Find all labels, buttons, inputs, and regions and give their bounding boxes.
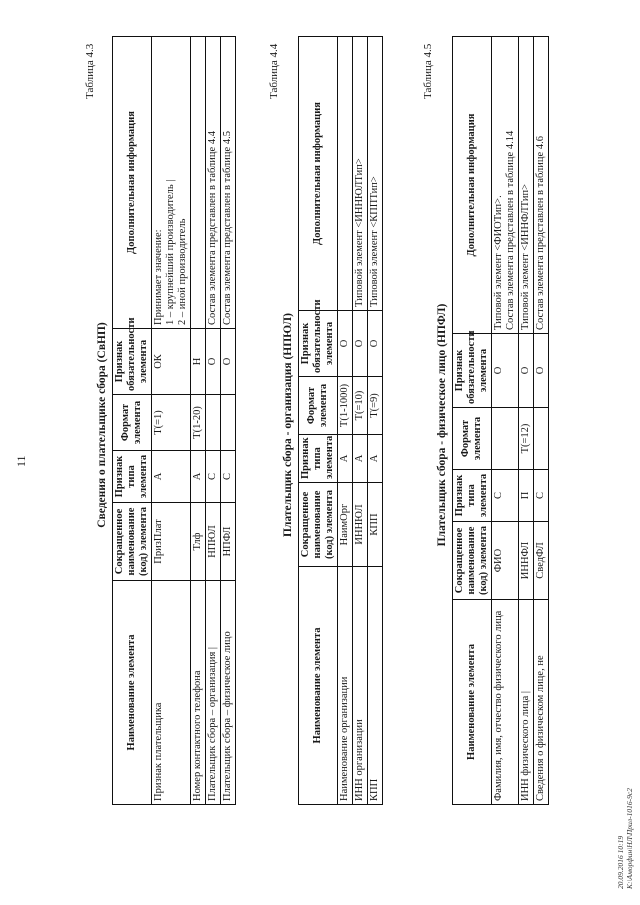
table-cell: Плательщик сбора – физическое лицо: [221, 581, 236, 805]
table-header-row: [113, 37, 152, 805]
table-cell: Т(=1): [152, 395, 191, 451]
table-row: [534, 37, 549, 805]
table-cell: СведФЛ: [534, 522, 549, 600]
table-cell: Н: [191, 329, 206, 395]
column-header: Сокращенное наименование (код) элемента: [453, 522, 492, 600]
table-cell: А: [191, 451, 206, 503]
table-4-5-caption: Таблица 4.5: [422, 43, 434, 99]
table-cell: ИННЮЛ: [353, 483, 368, 567]
table-cell: А: [152, 451, 191, 503]
column-header: Формат элемента: [113, 395, 152, 451]
table-cell: [221, 395, 236, 451]
table-cell: ФИО: [492, 522, 519, 600]
column-header: Признак обязательности элемента: [453, 334, 492, 408]
table-cell: Состав элемента представлен в таблице 4.6: [534, 37, 549, 334]
column-header: Признак обязательности элемента: [113, 329, 152, 395]
table-row: [338, 37, 353, 805]
column-header: Сокращенное наименование (код) элемента: [113, 503, 152, 581]
column-header: Признак типа элемента: [113, 451, 152, 503]
table-cell: Тлф: [191, 503, 206, 581]
column-header: Сокращенное наименование (код) элемента: [299, 483, 338, 567]
table-cell: ПризПлат: [152, 503, 191, 581]
column-header: Формат элемента: [299, 377, 338, 435]
table-cell: О: [519, 334, 534, 408]
table-cell: Признак плательщика: [152, 581, 191, 805]
column-header: Признак обязательности элемента: [299, 311, 338, 377]
table-4-3: [112, 36, 236, 805]
column-header: Наименование элемента: [299, 567, 338, 805]
table-cell: ИНН организации: [353, 567, 368, 805]
table-4-4-caption: Таблица 4.4: [268, 43, 280, 99]
table-row: [492, 37, 519, 805]
table-cell: Т(=9): [368, 377, 383, 435]
table-cell: О: [338, 311, 353, 377]
table-cell: КПП: [368, 567, 383, 805]
column-header: Наименование элемента: [113, 581, 152, 805]
table-cell: О: [492, 334, 519, 408]
table-cell: С: [492, 470, 519, 522]
table-cell: ИНН физического лица |: [519, 600, 534, 805]
table-cell: Номер контактного телефона: [191, 581, 206, 805]
table-cell: О: [221, 329, 236, 395]
table-cell: А: [353, 435, 368, 483]
table-4-3-caption: Таблица 4.3: [84, 43, 96, 99]
file-footer: [616, 788, 634, 889]
table-cell: [191, 37, 206, 329]
table-header-row: [453, 37, 492, 805]
table-row: [519, 37, 534, 805]
table-cell: С: [534, 470, 549, 522]
table-4-3-title: Сведения о плательщике сбора (СвНП): [96, 322, 108, 528]
column-header: Формат элемента: [453, 408, 492, 470]
table-cell: [206, 395, 221, 451]
table-cell: Состав элемента представлен в таблице 4.5: [221, 37, 236, 329]
table-cell: Т(1-20): [191, 395, 206, 451]
table-header-row: [299, 37, 338, 805]
table-cell: П: [519, 470, 534, 522]
table-row: [353, 37, 368, 805]
table-cell: Т(1-1000): [338, 377, 353, 435]
footer-date: 20.09.2016 10:19: [616, 835, 625, 889]
table-cell: Наименование организации: [338, 567, 353, 805]
table-4-5: [452, 36, 549, 805]
table-cell: Т(=12): [519, 408, 534, 470]
table-cell: Принимает значение: 1 – крупнейший производитель | 2 – иной производитель: [152, 37, 191, 329]
table-cell: Типовой элемент <ИННЮЛТип>: [353, 37, 368, 311]
table-4-4: [298, 36, 383, 805]
table-cell: ОК: [152, 329, 191, 395]
table-cell: Состав элемента представлен в таблице 4.4: [206, 37, 221, 329]
table-cell: О: [368, 311, 383, 377]
table-cell: [534, 408, 549, 470]
table-cell: НПЮЛ: [206, 503, 221, 581]
column-header: Признак типа элемента: [453, 470, 492, 522]
table-cell: [338, 37, 353, 311]
table-cell: Фамилия, имя, отчество физического лица: [492, 600, 519, 805]
table-cell: А: [368, 435, 383, 483]
table-cell: Сведения о физическом лице, не: [534, 600, 549, 805]
table-cell: Типовой элемент <КППТип>: [368, 37, 383, 311]
table-cell: Типовой элемент <ФИОТип>. Состав элемента представлен в таблице 4.14: [492, 37, 519, 334]
table-cell: [492, 408, 519, 470]
table-cell: НаимОрг: [338, 483, 353, 567]
table-cell: О: [353, 311, 368, 377]
column-header: Дополнительная информация: [113, 37, 152, 329]
table-cell: НПФЛ: [221, 503, 236, 581]
table-cell: С: [206, 451, 221, 503]
page-number: 11: [14, 455, 28, 467]
table-cell: Типовой элемент <ИННФЛТип>: [519, 37, 534, 334]
footer-path: К:\Аморфин\НЛ\Прил-1016-9с2: [625, 788, 634, 889]
column-header: Наименование элемента: [453, 600, 492, 805]
table-cell: О: [206, 329, 221, 395]
table-row: [368, 37, 383, 805]
table-row: [206, 37, 221, 805]
table-row: [221, 37, 236, 805]
table-cell: КПП: [368, 483, 383, 567]
column-header: Признак типа элемента: [299, 435, 338, 483]
table-4-5-title: Плательщик сбора - физическое лицо (НПФЛ): [436, 303, 448, 547]
column-header: Дополнительная информация: [453, 37, 492, 334]
table-row: [152, 37, 191, 805]
table-cell: А: [338, 435, 353, 483]
table-4-4-title: Плательщик сбора - организация (НПЮЛ): [282, 313, 294, 537]
table-cell: С: [221, 451, 236, 503]
table-cell: ИННФЛ: [519, 522, 534, 600]
column-header: Дополнительная информация: [299, 37, 338, 311]
table-row: [191, 37, 206, 805]
table-cell: Плательщик сбора – организация |: [206, 581, 221, 805]
table-cell: Т(=10): [353, 377, 368, 435]
table-cell: О: [534, 334, 549, 408]
